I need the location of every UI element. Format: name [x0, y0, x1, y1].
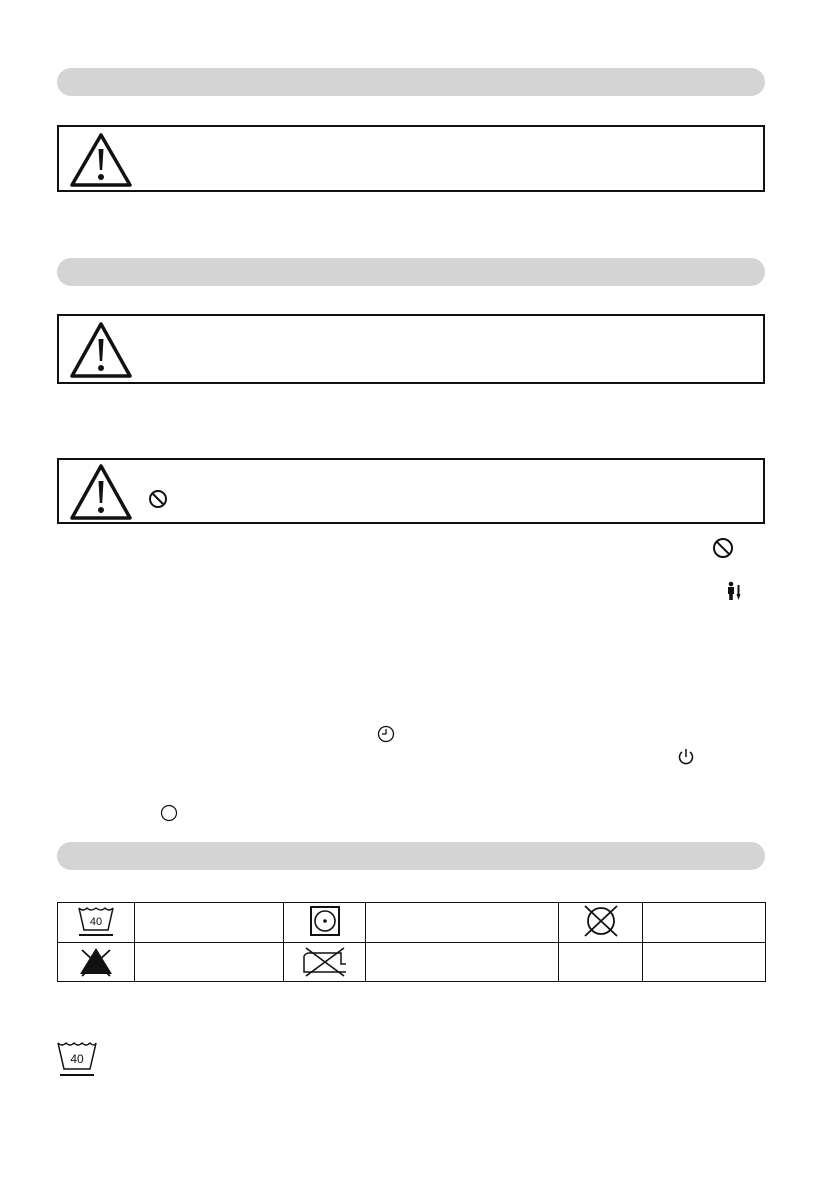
power-icon — [677, 747, 695, 767]
warning-box-3 — [57, 458, 765, 524]
timer-clock-icon — [377, 725, 395, 743]
prohibited-icon — [148, 489, 168, 509]
care-label-cell — [643, 943, 766, 982]
warning-triangle-icon — [69, 132, 133, 188]
care-icon-cell — [559, 943, 643, 982]
care-label-cell — [643, 903, 766, 943]
care-icon-cell — [284, 903, 366, 943]
circle-button-icon — [160, 804, 178, 822]
care-icon-cell — [58, 943, 135, 982]
wash-40-icon — [74, 903, 118, 939]
care-icon-cell — [559, 903, 643, 943]
no-iron-icon — [300, 944, 350, 978]
care-icon-cell — [58, 903, 135, 943]
warning-box-2 — [57, 314, 765, 384]
wash-temperature: 40 — [89, 916, 103, 928]
care-icon-cell — [284, 943, 366, 982]
tumble-dry-icon — [309, 905, 341, 937]
table-row — [58, 943, 766, 982]
care-label-cell — [366, 903, 559, 943]
section-header-bar-3 — [57, 842, 765, 870]
section-header-bar-1 — [57, 68, 765, 96]
warning-triangle-icon — [69, 321, 133, 379]
wash-temperature: 40 — [70, 1052, 84, 1066]
care-label-cell — [135, 943, 284, 982]
care-label-cell — [135, 903, 284, 943]
table-row — [58, 903, 766, 943]
no-dry-clean-icon — [579, 904, 623, 938]
warning-triangle-icon — [69, 463, 133, 521]
warning-box-1 — [57, 125, 765, 192]
section-header-bar-2 — [57, 258, 765, 286]
no-bleach-icon — [76, 944, 116, 978]
wash-40-icon — [55, 1037, 99, 1081]
service-technician-icon — [726, 581, 744, 601]
prohibited-icon — [712, 537, 734, 559]
care-label-cell — [366, 943, 559, 982]
care-symbols-table — [57, 902, 766, 982]
